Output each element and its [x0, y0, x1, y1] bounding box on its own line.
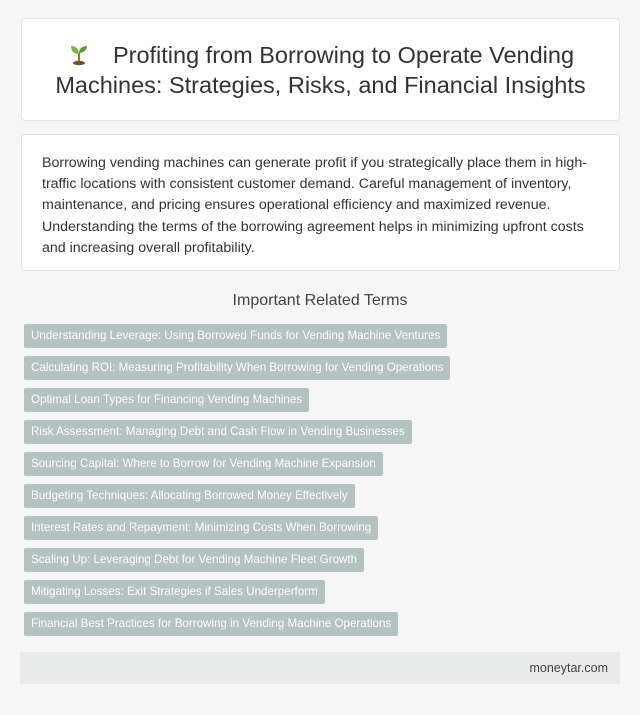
page-title — [42, 40, 599, 100]
term-tag[interactable]: Calculating ROI: Measuring Profitability When Borrowing for Vending Operations — [24, 356, 450, 380]
summary-card — [21, 134, 620, 271]
term-tag[interactable]: Interest Rates and Repayment: Minimizing Costs When Borrowing — [24, 516, 378, 540]
term-tag[interactable]: Sourcing Capital: Where to Borrow for Vending Machine Expansion — [24, 452, 383, 476]
header-card — [21, 18, 620, 121]
term-tag[interactable]: Understanding Leverage: Using Borrowed Funds for Vending Machine Ventures — [24, 324, 447, 348]
title-text: Profiting from Borrowing to Operate Vending Machines: Strategies, Risks, and Financial Insights — [55, 41, 586, 98]
related-terms-heading: Important Related Terms — [232, 292, 408, 309]
term-tag[interactable]: Scaling Up: Leveraging Debt for Vending Machine Fleet Growth — [24, 548, 364, 572]
sprout-icon — [67, 42, 91, 66]
term-tag[interactable]: Financial Best Practices for Borrowing in Vending Machine Operations — [24, 612, 398, 636]
term-tag[interactable]: Mitigating Losses: Exit Strategies if Sales Underperform — [24, 580, 325, 604]
summary-text: Borrowing vending machines can generate profit if you strategically place them in high-traffic locations with consistent customer demand. Careful management of inventory, maintenance, and pricing ensures operational efficiency and maximized revenue. Understanding the terms of the borrowing agreement helps in minimizing upfront costs and increasing overall profitability. — [42, 155, 587, 256]
related-terms-list — [24, 324, 624, 644]
term-tag[interactable]: Risk Assessment: Managing Debt and Cash Flow in Vending Businesses — [24, 420, 412, 444]
term-tag[interactable]: Budgeting Techniques: Allocating Borrowed Money Effectively — [24, 484, 355, 508]
footer-bar — [20, 652, 620, 684]
site-name[interactable]: moneytar.com — [529, 661, 608, 675]
term-tag[interactable]: Optimal Loan Types for Financing Vending Machines — [24, 388, 309, 412]
